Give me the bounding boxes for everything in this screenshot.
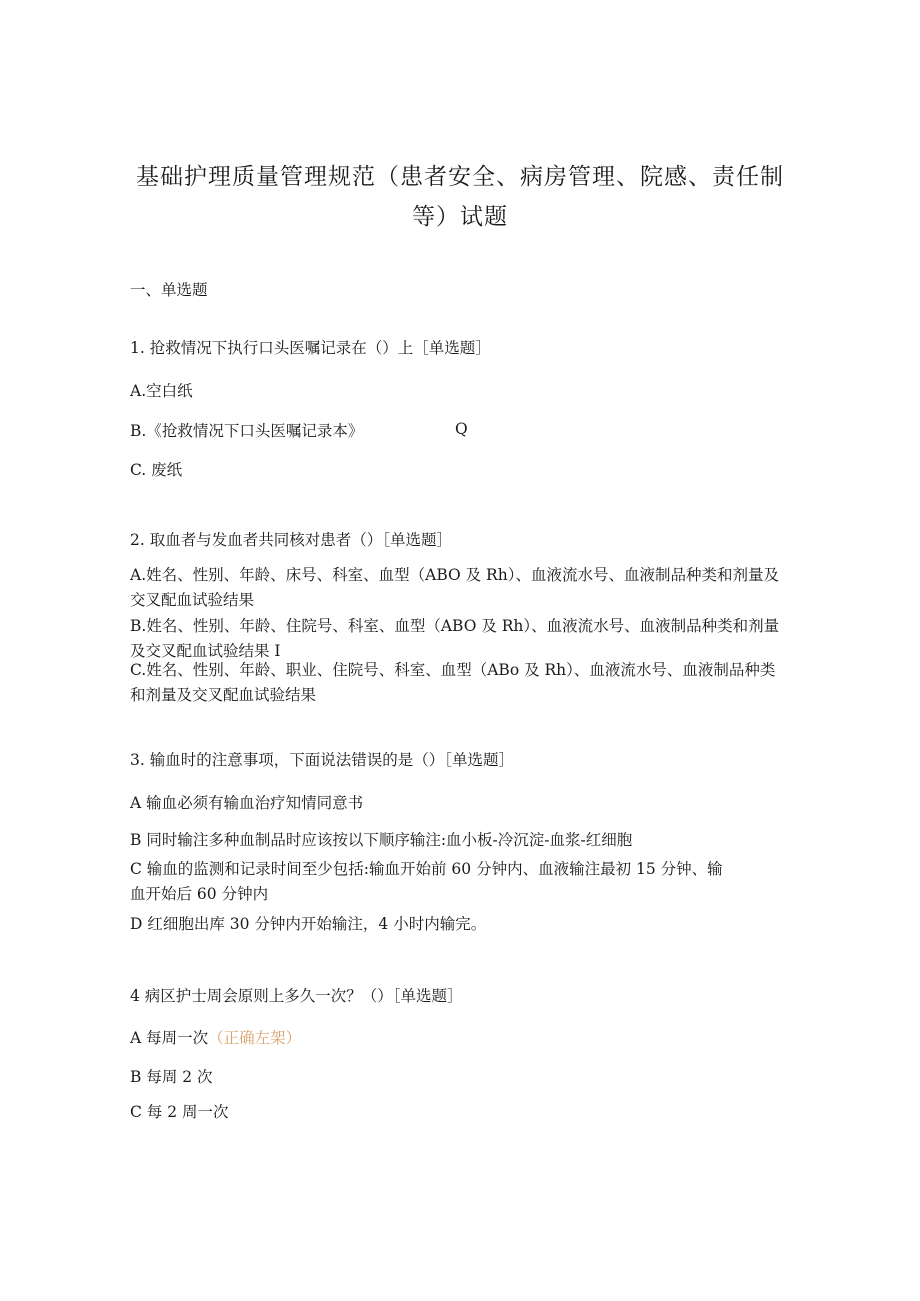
question-1-option-b[interactable]: B.《抢救情况下口头医嘱记录本》: [130, 422, 364, 440]
question-1-option-a[interactable]: A.空白纸: [130, 382, 193, 400]
title-line-1: 基础护理质量管理规范（患者安全、病房管理、院感、责任制: [136, 164, 784, 190]
question-3-option-c[interactable]: C 输血的监测和记录时间至少包括:输血开始前 60 分钟内、血液输注最初 15 分钟、输血开始后 60 分钟内: [130, 860, 723, 903]
question-2-stem: 2. 取血者与发血者共同核对患者（）［单选题］: [130, 531, 452, 549]
section-heading: 一、单选题: [130, 281, 208, 299]
question-4-stem: 4 病区护士周会原则上多久一次？（）［单选题］: [130, 987, 463, 1005]
question-3-stem: 3. 输血时的注意事项，下面说法错误的是（）［单选题］: [130, 751, 514, 769]
question-2-option-b[interactable]: B.姓名、性别、年龄、住院号、科室、血型（ABO 及 Rh）、血液流水号、血液制品种类和剂量及交叉配血试验结果 I: [130, 617, 780, 660]
question-4-option-a-label: A 每周一次: [130, 1029, 209, 1047]
question-1-stem: 1. 抢救情况下执行口头医嘱记录在（）上［单选题］: [130, 339, 491, 357]
question-4-option-b[interactable]: B 每周 2 次: [130, 1068, 213, 1086]
question-3-option-d[interactable]: D 红细胞出库 30 分钟内开始输注，4 小时内输完。: [130, 915, 487, 933]
title-line-2: 等）试题: [412, 204, 508, 230]
correct-answer-note: （正确左架）: [208, 1029, 302, 1047]
question-3-option-b[interactable]: B 同时输注多种血制品时应该按以下顺序输注:血小板-冷沉淀-血浆-红细胞: [130, 831, 633, 849]
question-1-option-c[interactable]: C. 废纸: [130, 461, 183, 479]
question-2-option-c[interactable]: C.姓名、性别、年龄、职业、住院号、科室、血型（ABo 及 Rh）、血液流水号、血液制品种类和剂量及交叉配血试验结果: [130, 661, 776, 704]
question-4-option-c[interactable]: C 每 2 周一次: [130, 1103, 229, 1121]
question-3-option-a[interactable]: A 输血必须有输血治疗知情同意书: [130, 794, 364, 812]
stray-mark: Q: [455, 420, 468, 438]
question-2-option-a[interactable]: A.姓名、性别、年龄、床号、科室、血型（ABO 及 Rh）、血液流水号、血液制品种类和剂量及交叉配血试验结果: [130, 566, 779, 609]
page-title: [120, 157, 800, 237]
question-4-option-a[interactable]: [130, 1027, 301, 1049]
